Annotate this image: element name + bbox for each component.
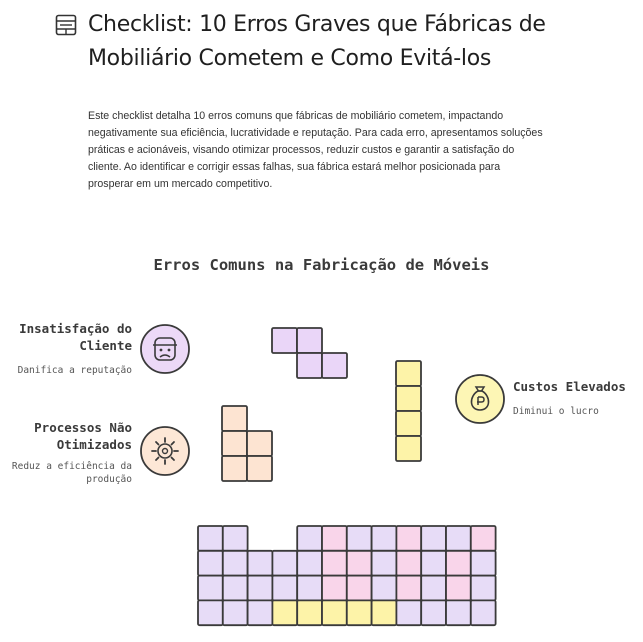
grid-cell	[347, 600, 372, 625]
grid-cell	[198, 526, 223, 551]
grid-cell	[272, 576, 297, 601]
block-cell-peach	[222, 456, 247, 481]
grid-cell	[372, 600, 397, 625]
item-high-costs-desc: Diminui o lucro	[513, 406, 599, 417]
grid-cell	[198, 576, 223, 601]
grid-cell	[396, 551, 421, 576]
grid-cell	[223, 551, 248, 576]
item-title-line: Otimizados	[56, 437, 132, 452]
block-cell-purple	[272, 328, 297, 353]
block-cell-peach	[222, 406, 247, 431]
grid-cell	[396, 576, 421, 601]
item-customer-dissatisfaction-desc: Danifica a reputação	[17, 365, 132, 376]
grid-cell	[396, 526, 421, 551]
grid-cell	[322, 576, 347, 601]
grid-cell	[272, 551, 297, 576]
block-cell-purple	[297, 353, 322, 378]
grid-cell	[322, 600, 347, 625]
grid-cell	[223, 576, 248, 601]
item-title-line: Cliente	[79, 338, 132, 353]
intro-paragraph: Este checklist detalha 10 erros comuns que fábricas de mobiliário cometem, impactando negativamente sua eficiência, lucratividade e reputação. Para cada erro, apresentamos soluções práticas e acionáveis, visando otimizar processos, reduzir custos e garantir a satisfação do cliente. Ao identificar e corrigir essas falhas, sua fábrica estará melhor posicionada para prosperar em um mercado competitivo.	[88, 110, 543, 190]
grid-cell	[272, 600, 297, 625]
item-title-line: Insatisfação do	[19, 321, 132, 336]
grid-cell	[248, 551, 273, 576]
grid-cell	[297, 526, 322, 551]
grid-cell	[471, 600, 496, 625]
grid-cell	[248, 576, 273, 601]
grid-cell	[396, 600, 421, 625]
grid-cell	[446, 551, 471, 576]
grid-cell	[297, 551, 322, 576]
block-cell-yellow	[396, 361, 421, 386]
block-cell-peach	[247, 456, 272, 481]
grid-cell	[198, 551, 223, 576]
grid-cell	[248, 600, 273, 625]
grid-cell	[297, 600, 322, 625]
grid-cell	[372, 526, 397, 551]
page-title-line1: Checklist: 10 Erros Graves que Fábricas de	[88, 12, 546, 37]
item-desc-line: produção	[86, 474, 132, 485]
grid-cell	[421, 600, 446, 625]
grid-cell	[347, 576, 372, 601]
grid-cell	[471, 526, 496, 551]
block-cell-yellow	[396, 386, 421, 411]
grid-cell	[223, 600, 248, 625]
grid-cell	[347, 526, 372, 551]
item-desc-line: Reduz a eficiência da	[11, 461, 132, 472]
block-cell-yellow	[396, 436, 421, 461]
block-cell-peach	[247, 431, 272, 456]
grid-cell	[471, 576, 496, 601]
grid-cell	[372, 551, 397, 576]
grid-cell	[347, 551, 372, 576]
grid-cell	[421, 576, 446, 601]
diagram-title: Erros Comuns na Fabricação de Móveis	[153, 256, 490, 274]
item-high-costs-title: Custos Elevados	[513, 379, 626, 394]
grid-cell	[297, 576, 322, 601]
grid-cell	[322, 551, 347, 576]
grid-cell	[446, 526, 471, 551]
item-title-line: Processos Não	[34, 420, 132, 435]
block-cell-purple	[322, 353, 347, 378]
grid-cell	[421, 526, 446, 551]
block-cell-yellow	[396, 411, 421, 436]
block-cell-purple	[297, 328, 322, 353]
page-title-line2: Mobiliário Cometem e Como Evitá-los	[88, 46, 492, 71]
grid-cell	[198, 600, 223, 625]
grid-cell	[471, 551, 496, 576]
grid-cell	[446, 600, 471, 625]
grid-cell	[446, 576, 471, 601]
block-cell-peach	[222, 431, 247, 456]
grid-cell	[372, 576, 397, 601]
grid-cell	[322, 526, 347, 551]
grid-cell	[223, 526, 248, 551]
grid-cell	[421, 551, 446, 576]
